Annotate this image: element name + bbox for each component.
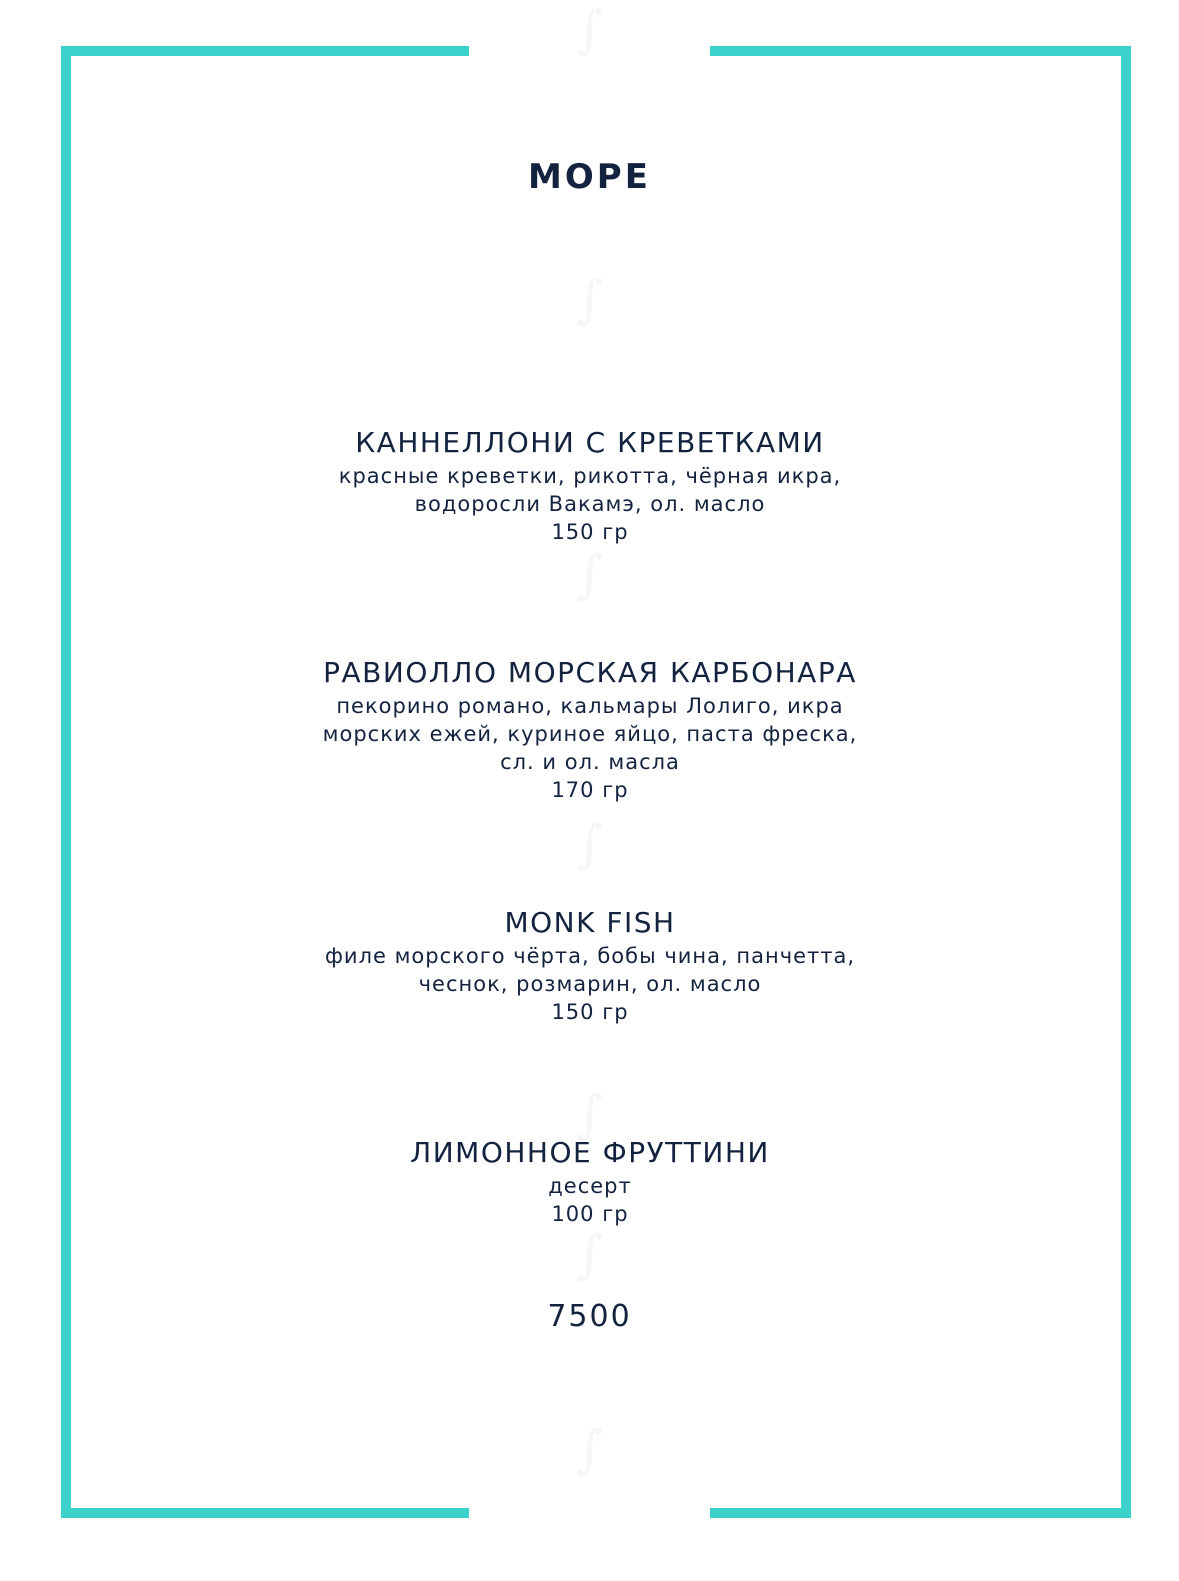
watermark-ornament: ∫ [575,1420,604,1480]
watermark-ornament: ∫ [575,0,604,60]
dish-weight: 170 гр [551,778,629,802]
watermark-ornament: ∫ [575,545,604,605]
dish-weight: 100 гр [551,1202,629,1226]
dish-name: ЛИМОННОЕ ФРУТТИНИ [410,1136,770,1169]
menu-item [100,424,1080,546]
section-title: МОРЕ [528,157,651,197]
dish-name: MONK FISH [504,906,676,939]
watermark-ornament: ∫ [575,1085,604,1145]
dish-description: красные креветки, рикотта, чёрная икра, водоросли Вакамэ, ол. масло [338,464,842,516]
menu-item [100,654,1080,804]
dish-name: КАННЕЛЛОНИ С КРЕВЕТКАМИ [355,426,825,459]
dish-description: десерт [548,1174,632,1198]
dish-description: пекорино романо, кальмары Лолиго, икра морских ежей, куриное яйцо, паста фреска, сл. и ол. масла [322,694,858,774]
dish-weight: 150 гр [551,520,629,544]
watermark-ornament: ∫ [575,815,604,875]
frame-left [61,46,71,1518]
frame-top-right [710,46,1131,56]
frame-bottom-right [710,1508,1131,1518]
dish-description: филе морского чёрта, бобы чина, панчетта, чеснок, розмарин, ол. масло [324,944,856,996]
dish-weight: 150 гр [551,1000,629,1024]
frame-bottom-left [61,1508,469,1518]
menu-item [100,904,1080,1026]
dish-name: РАВИОЛЛО МОРСКАЯ КАРБОНАРА [323,656,857,689]
menu-item [100,1134,1080,1228]
frame-top-left [61,46,469,56]
watermark-ornament: ∫ [575,270,604,330]
set-price: 7500 [547,1299,632,1334]
frame-right [1121,46,1131,1518]
watermark-ornament: ∫ [575,1225,604,1285]
